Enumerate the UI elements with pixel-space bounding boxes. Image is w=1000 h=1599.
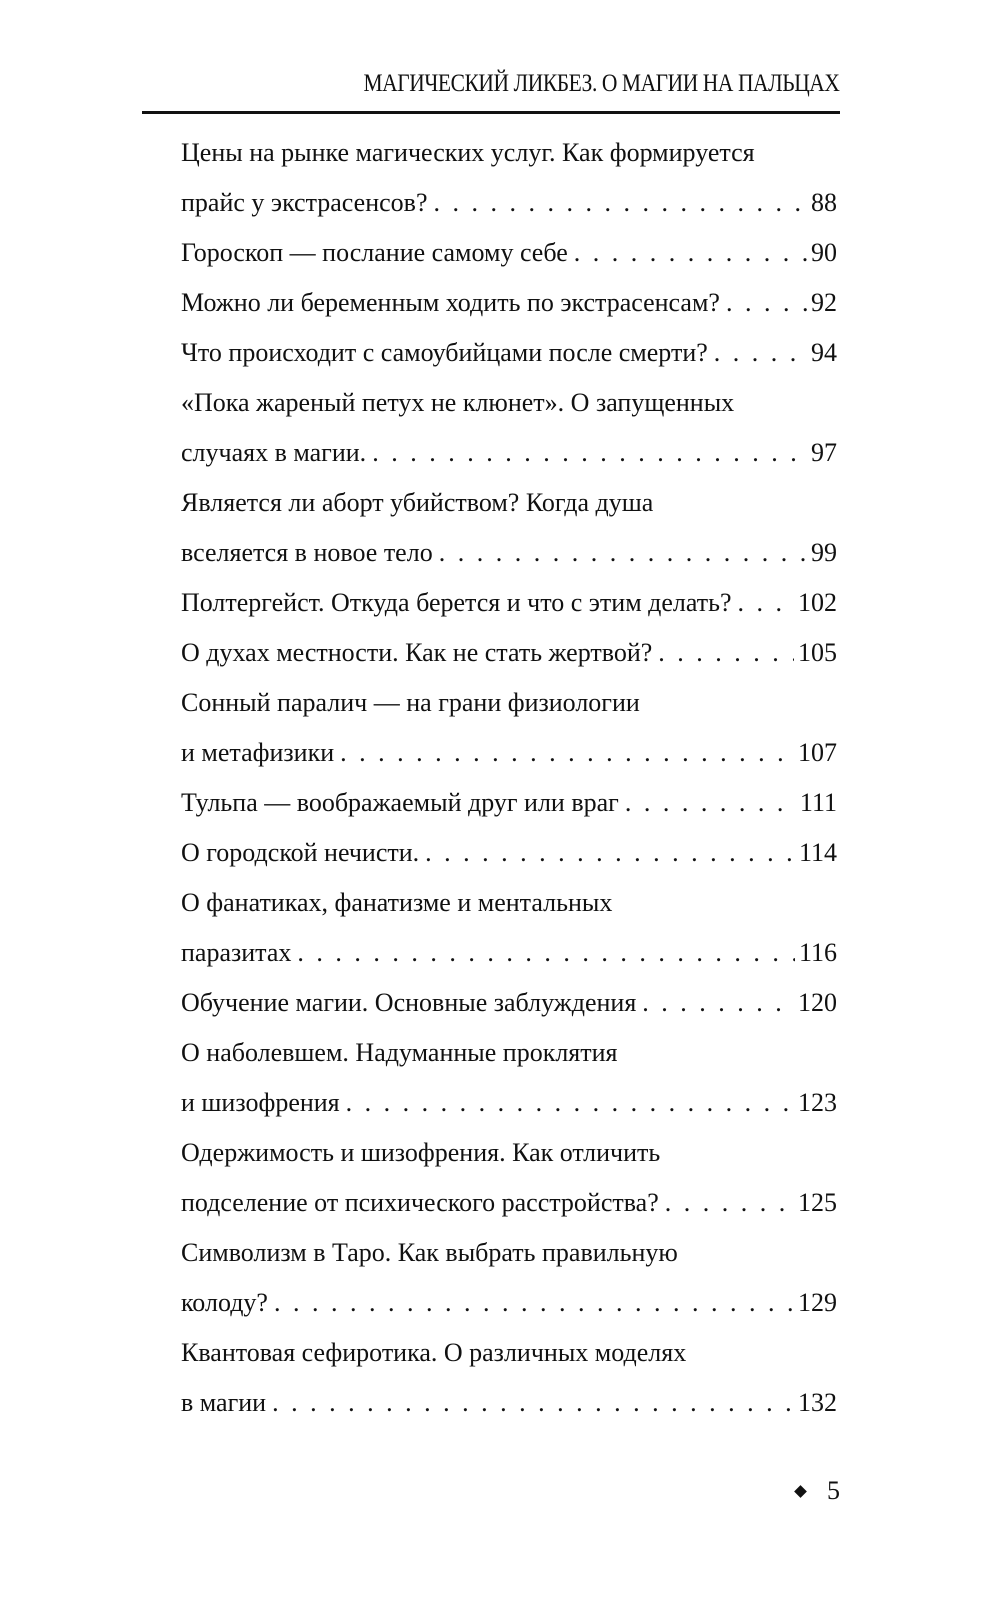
dot-leader	[427, 178, 807, 228]
toc-entry[interactable]	[181, 1128, 837, 1228]
toc-line	[181, 1378, 837, 1428]
toc-entry[interactable]	[181, 228, 837, 278]
dot-leader	[659, 1178, 794, 1228]
toc-entry-title: Цены на рынке магических услуг. Как формируется	[181, 138, 755, 167]
toc-line	[181, 878, 837, 928]
toc-entry-title: Можно ли беременным ходить по экстрасенсам?	[181, 288, 720, 317]
running-header: МАГИЧЕСКИЙ ЛИКБЕЗ. О МАГИИ НА ПАЛЬЦАХ	[362, 70, 839, 97]
dot-leader	[636, 978, 794, 1028]
toc-entry-title: прайс у экстрасенсов?	[181, 188, 428, 217]
toc-line	[181, 1278, 837, 1328]
toc-entry-title: Одержимость и шизофрения. Как отличить	[181, 1138, 661, 1167]
toc-entry-title: Символизм в Таро. Как выбрать правильную	[181, 1238, 678, 1267]
toc-line	[181, 528, 837, 578]
toc-page-number: 129	[798, 1288, 837, 1317]
toc-line	[181, 378, 837, 428]
toc-line	[181, 728, 837, 778]
toc-entry[interactable]	[181, 778, 837, 828]
toc-entry-title: и шизофрения	[181, 1088, 340, 1117]
dot-leader	[266, 1378, 794, 1428]
dot-leader	[652, 628, 794, 678]
toc-line	[181, 828, 837, 878]
toc-page-number: 94	[811, 338, 837, 367]
toc-line	[181, 578, 837, 628]
toc-line	[181, 1028, 837, 1078]
toc-entry-title: Полтергейст. Откуда берется и что с этим делать?	[181, 588, 732, 617]
toc-page-number: 107	[798, 738, 837, 767]
toc-entry[interactable]	[181, 578, 837, 628]
toc-entry[interactable]	[181, 378, 837, 478]
table-of-contents	[181, 128, 837, 1428]
toc-entry-title: в магии	[181, 1388, 267, 1417]
toc-entry-title: Сонный паралич — на грани физиологии	[181, 688, 640, 717]
toc-line	[181, 128, 837, 178]
toc-line	[181, 678, 837, 728]
dot-leader	[708, 328, 807, 378]
toc-line	[181, 628, 837, 678]
toc-page-number: 116	[798, 938, 837, 967]
toc-page-number: 105	[798, 638, 837, 667]
toc-line	[181, 278, 837, 328]
toc-entry[interactable]	[181, 628, 837, 678]
dot-leader	[268, 1278, 794, 1328]
toc-line	[181, 178, 837, 228]
dot-leader	[720, 278, 807, 328]
toc-entry[interactable]	[181, 678, 837, 778]
toc-line	[181, 328, 837, 378]
toc-line	[181, 1228, 837, 1278]
toc-entry-title: О наболевшем. Надуманные проклятия	[181, 1038, 618, 1067]
toc-page-number: 88	[811, 188, 837, 217]
toc-entry[interactable]	[181, 978, 837, 1028]
toc-entry[interactable]	[181, 278, 837, 328]
toc-entry-title: О фанатиках, фанатизме и ментальных	[181, 888, 613, 917]
toc-entry[interactable]	[181, 478, 837, 578]
toc-entry-title: и метафизики	[181, 738, 335, 767]
toc-entry-title: О городской нечисти.	[181, 838, 420, 867]
dot-leader	[433, 528, 807, 578]
toc-entry-title: случаях в магии.	[181, 438, 367, 467]
dot-leader	[366, 428, 807, 478]
toc-line	[181, 778, 837, 828]
toc-line	[181, 1128, 837, 1178]
toc-page-number: 92	[811, 288, 837, 317]
toc-page-number: 114	[798, 838, 837, 867]
toc-entry[interactable]	[181, 1028, 837, 1128]
dot-leader	[619, 778, 796, 828]
toc-page-number: 102	[798, 588, 837, 617]
diamond-icon	[794, 1485, 807, 1498]
dot-leader	[568, 228, 807, 278]
toc-page-number: 123	[798, 1088, 837, 1117]
toc-entry-title: колоду?	[181, 1288, 268, 1317]
toc-line	[181, 1328, 837, 1378]
header-rule	[142, 111, 840, 114]
toc-page-number: 120	[798, 988, 837, 1017]
toc-entry-title: Квантовая сефиротика. О различных моделях	[181, 1338, 687, 1367]
toc-page-number: 111	[799, 788, 837, 817]
toc-line	[181, 228, 837, 278]
toc-entry[interactable]	[181, 828, 837, 878]
toc-line	[181, 928, 837, 978]
toc-line	[181, 428, 837, 478]
toc-entry-title: паразитах	[181, 938, 292, 967]
toc-line	[181, 1178, 837, 1228]
dot-leader	[340, 1078, 794, 1128]
toc-entry-title: Что происходит с самоубийцами после смерти?	[181, 338, 708, 367]
toc-line	[181, 978, 837, 1028]
toc-entry-title: Является ли аборт убийством? Когда душа	[181, 488, 654, 517]
toc-entry-title: подселение от психического расстройства?	[181, 1188, 659, 1217]
toc-entry-title: Тульпа — воображаемый друг или враг	[181, 788, 619, 817]
toc-entry-title: вселяется в новое тело	[181, 538, 433, 567]
toc-page-number: 90	[811, 238, 837, 267]
toc-entry-title: Гороскоп — послание самому себе	[181, 238, 568, 267]
toc-entry-title: «Пока жареный петух не клюнет». О запущенных	[181, 388, 735, 417]
toc-entry[interactable]	[181, 1328, 837, 1428]
toc-line	[181, 478, 837, 528]
toc-entry-title: О духах местности. Как не стать жертвой?	[181, 638, 653, 667]
toc-line	[181, 1078, 837, 1128]
toc-entry[interactable]	[181, 328, 837, 378]
toc-entry[interactable]	[181, 128, 837, 228]
toc-entry[interactable]	[181, 878, 837, 978]
page-number: 5	[827, 1476, 840, 1505]
toc-entry-title: Обучение магии. Основные заблуждения	[181, 988, 637, 1017]
toc-page-number: 99	[811, 538, 837, 567]
dot-leader	[732, 578, 794, 628]
toc-entry[interactable]	[181, 1228, 837, 1328]
toc-page-number: 125	[798, 1188, 837, 1217]
dot-leader	[291, 928, 795, 978]
dot-leader	[334, 728, 794, 778]
dot-leader	[419, 828, 795, 878]
toc-page-number: 132	[798, 1388, 837, 1417]
page-footer	[796, 1476, 840, 1506]
toc-page-number: 97	[811, 438, 837, 467]
